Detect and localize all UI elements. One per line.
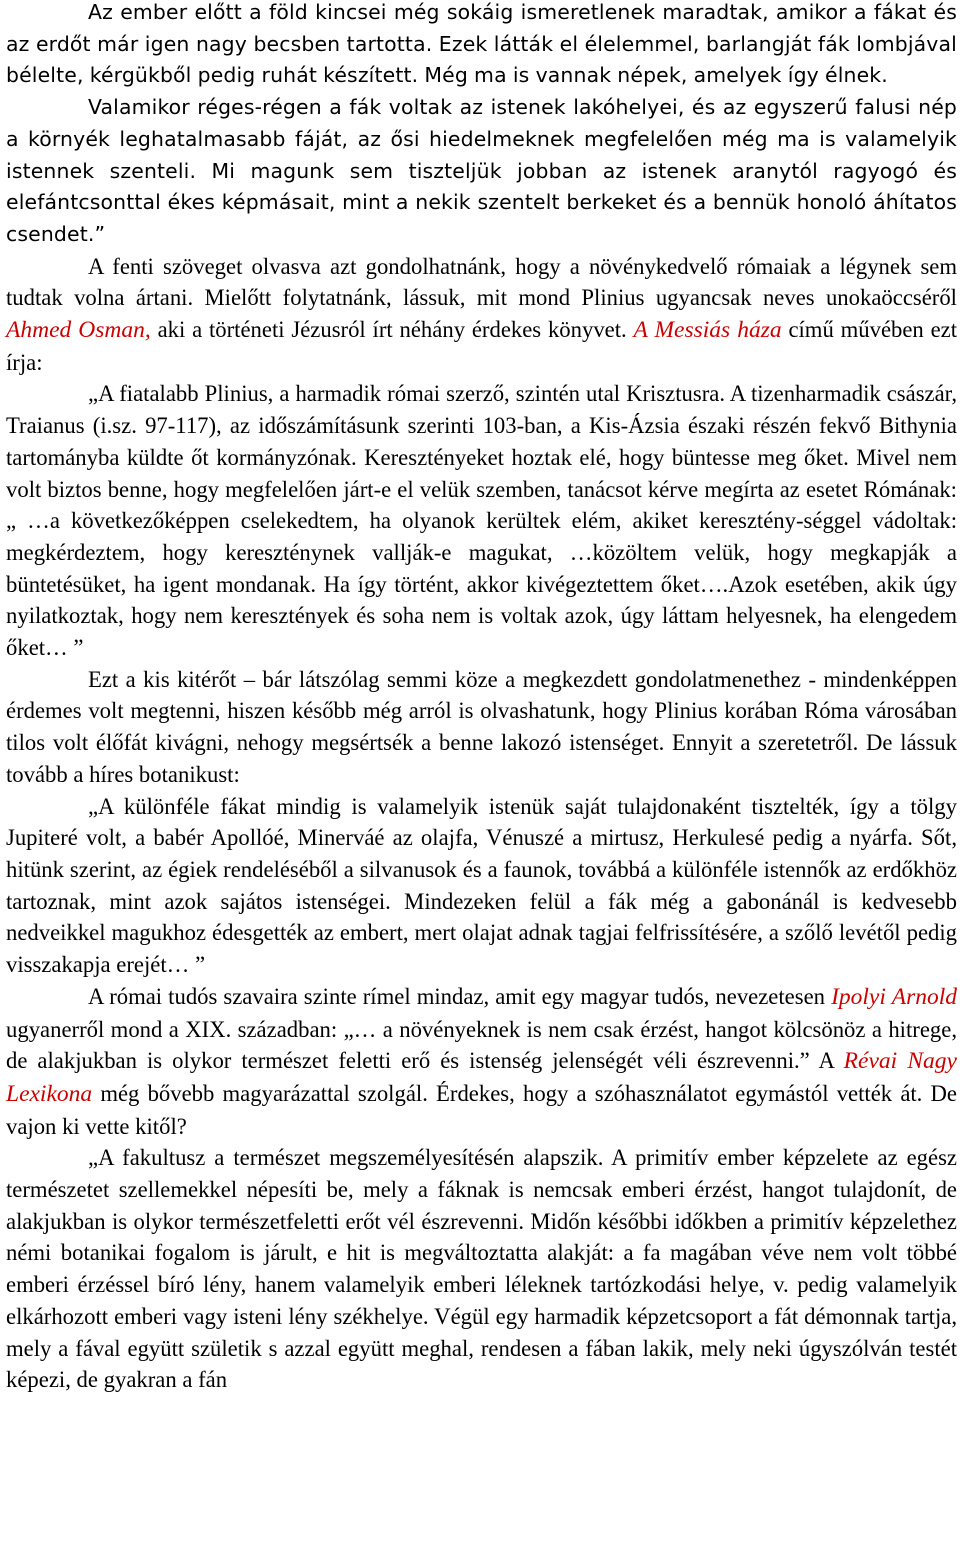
paragraph-text: A fenti szöveget olvasva azt gondolhatnánk, hogy a növénykedvelő rómaiak a légynek sem tudtak volna ártani. Mielőtt folytatnánk, lássuk, mit mond Plinius ugyancsak neves unokaöccséről [6,253,957,311]
paragraph [6,378,957,663]
inline-link[interactable]: A Messiás háza [633,317,782,344]
paragraph-text: aki a történeti Jézusról írt néhány érdekes könyvet. [150,317,634,343]
paragraph [6,981,957,1143]
inline-link[interactable]: Ahmed Osman, [6,317,151,344]
paragraph [6,251,957,379]
inline-link[interactable]: Révai Nagy Lexikona [6,1048,957,1107]
paragraph [6,664,957,791]
paragraph [6,1142,957,1396]
paragraph [6,791,957,981]
paragraph-text: ugyanerről mond a XIX. században: „… a növényeknek is nem csak érzést, hangot kölcsönöz a hitrege, de alakjukban is olykor természet feletti erő és istenség jelenségét véli észrevenni.” A [6,1016,957,1074]
paragraph-text: „A fakultusz a természet megszemélyesítésén alapszik. A primitív ember képzelete az egész természetet szellemekkel népesíti be, mely a fáknak is nemcsak emberi érzést, hangot tulajdonít, de alakjukban is olykor természetfeletti erőt vél észrevenni. Midőn későbbi időkben a primitív képzelethez némi botanikai fogalom is járult, e hit is megváltoztatta alakját: a fa magában véve nem volt többé emberi érzéssel bíró lény, hanem valamelyik emberi léleknek tartózkodási helye, v. pedig valamelyik elkárhozott emberi vagy isteni lény székhelye. Végül egy harmadik képzetcsoport a fát démonnak tartja, mely a fával együtt születik s azzal együtt meghal, rendesen a fában lakik, mely neki úgyszólván testét képezi, de gyakran a fán [6,1145,957,1393]
paragraph [6,0,957,92]
document-body [6,0,957,1396]
paragraph-text: A római tudós szavaira szinte rímel mindaz, amit egy magyar tudós, nevezetesen [88,983,832,1009]
paragraph-text: Ezt a kis kitérőt – bár látszólag semmi köze a megkezdett gondolatmenethez - mindenképpen érdemes volt megtenni, hiszen később még arról is olvashatunk, hogy Plinius korában Róma városában tilos volt élőfát kivágni, nehogy megsértsék a benne lakozó istenséget. Ennyit a szeretetről. De lássuk tovább a híres botanikust: [6,666,957,787]
paragraph-text: Valamikor réges-régen a fák voltak az istenek lakóhelyei, és az egyszerű falusi nép a környék leghatalmasabb fáját, az ősi hiedelmeknek megfelelően még ma is valamelyik istennek szenteli. Mi magunk sem tiszteljük jobban az istenek aranytól ragyogó és elefántcsonttal ékes képmásait, mint a nekik szentelt berkeket és a bennük honoló áhítatos csendet.” [6,95,957,246]
paragraph [6,92,957,251]
paragraph-text: „A fiatalabb Plinius, a harmadik római szerző, szintén utal Krisztusra. A tizenharmadik császár, Traianus (i.sz. 97-117), az időszámításunk szerinti 103-ban, a Kis-Ázsia északi részén fekvő Bithynia tartományba küldte őt kormányzónak. Keresztényeket hoztak elé, hogy büntesse meg őket. Mivel nem volt biztos benne, hogy megfelelően járt-e el velük szemben, tanácsot kérve megírta az esetet Rómának: „ …a következőképpen cselekedtem, ha olyanok kerültek elém, akiket keresztény-séggel vádoltak: megkérdeztem, hogy kereszténynek vallják-e magukat, …közöltem velük, hogy megkapják a büntetésüket, ha igent mondanak. Ha így történt, akkor kivégeztettem őket….Azok esetében, akik úgy nyilatkoztak, hogy nem keresztények és soha nem is voltak azok, úgy láttam helyesnek, ha elengedem őket… ” [6,381,957,661]
inline-link[interactable]: Ipolyi Arnold [831,983,957,1010]
document-page [6,0,957,1396]
paragraph-text: „A különféle fákat mindig is valamelyik istenük saját tulajdonaként tisztelték, így a tölgy Jupiteré volt, a babér Apollóé, Minerváé az olajfa, Vénuszé a mirtusz, Herkulesé pedig a nyárfa. Sőt, hitünk szerint, az égiek rendeléséből a silvanusok és a faunok, továbbá a különféle istennők az erdőkhöz tartoznak, mint azok sajátos istenségei. Mindezeken felül a fák még a gabonánál is kedvesebb nedveikkel magukhoz édesgették az embert, mert olajat adnak tagjai felfrissítésére, a szőlő levétől pedig visszakapja erejét… ” [6,793,957,978]
paragraph-text: Az ember előtt a föld kincsei még sokáig ismeretlenek maradtak, amikor a fákat és az erdőt már igen nagy becsben tartotta. Ezek látták el élelemmel, barlangját fák lombjával bélelte, kérgükből pedig ruhát készített. Még ma is vannak népek, amelyek így élnek. [6,0,957,88]
paragraph-text: még bővebb magyarázattal szolgál. Érdekes, hogy a szóhasználatot egymástól vették át. De vajon ki vette kitől? [6,1080,957,1139]
paragraph-text: című művében ezt írja: [6,317,958,375]
